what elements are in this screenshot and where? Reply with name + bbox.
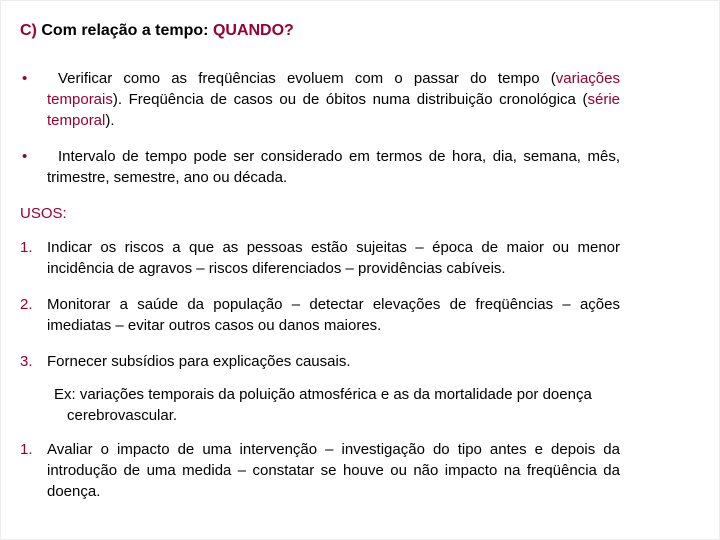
item-number: 2. xyxy=(20,296,33,313)
item-number: 1. xyxy=(20,441,33,458)
bullet-text: Verificar como as freqüências evoluem com o passar do tempo (variações temporais). Freqüência de casos ou de óbitos numa distribuição cronológica (série temporal). xyxy=(47,70,620,129)
page-title: C) Com relação a tempo: QUANDO? xyxy=(20,22,294,39)
bullet-item-intervalo xyxy=(20,146,620,188)
bullet-item-verificar xyxy=(20,68,620,131)
numbered-item-avaliar xyxy=(20,439,620,502)
numbered-item-1 xyxy=(20,237,620,279)
item-text: Avaliar o impacto de uma intervenção – investigação do tipo antes e depois da introdução de uma medida – constatar se houve ou não impacto na freqüência da doença. xyxy=(47,441,620,500)
example-text: Ex: variações temporais da poluição atmosférica e as da mortalidade por doença cerebrovascular. xyxy=(54,386,592,424)
item-text: Fornecer subsídios para explicações causais. xyxy=(47,353,351,370)
item-text: Monitorar a saúde da população – detectar elevações de freqüências – ações imediatas – evitar outros casos ou danos maiores. xyxy=(47,296,620,334)
item-text: Indicar os riscos a que as pessoas estão sujeitas – época de maior ou menor incidência de agravos – riscos diferenciados – providências cabíveis. xyxy=(47,239,620,277)
numbered-item-3 xyxy=(20,351,620,372)
item-number: 3. xyxy=(20,353,33,370)
bullet-text: Intervalo de tempo pode ser considerado em termos de hora, dia, semana, mês, trimestre, semestre, ano ou década. xyxy=(47,148,620,186)
bullet-marker: • xyxy=(22,148,28,165)
bullet-marker: • xyxy=(22,70,28,87)
numbered-item-2 xyxy=(20,294,620,336)
item-number: 1. xyxy=(20,239,33,256)
section-label-usos: USOS: xyxy=(20,205,67,222)
